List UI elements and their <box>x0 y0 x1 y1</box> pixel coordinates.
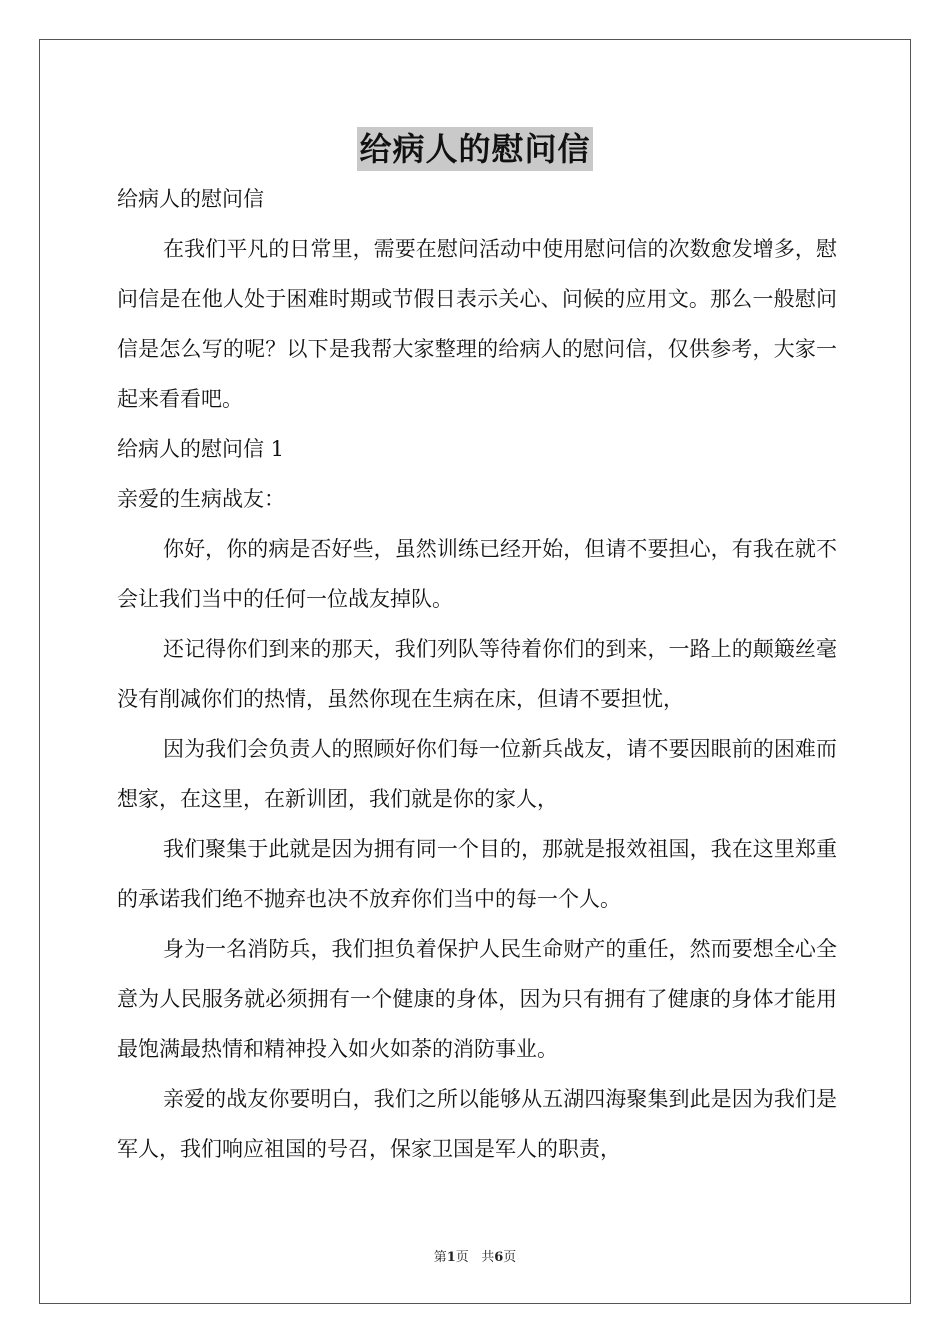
paragraph: 给病人的慰问信 1 <box>117 437 285 461</box>
paragraph: 亲爱的战友你要明白，我们之所以能够从五湖四海聚集到此是因为我们是军人，我们响应祖国的号召，保家卫国是军人的职责， <box>117 1087 837 1161</box>
total-suffix: 页 <box>503 1250 517 1265</box>
page-suffix: 页 <box>455 1250 469 1265</box>
document-title: 给病人的慰问信 <box>357 127 592 171</box>
paragraph: 在我们平凡的日常里，需要在慰问活动中使用慰问信的次数愈发增多，慰问信是在他人处于困难时期或节假日表示关心、问候的应用文。那么一般慰问信是怎么写的呢？以下是我帮大家整理的给病人的慰问信，仅供参考，大家一起来看看吧。 <box>117 237 837 411</box>
title-container <box>0 127 950 171</box>
document-body <box>117 174 837 1174</box>
total-pages: 6 <box>494 1250 504 1265</box>
page-number: 1 <box>446 1250 456 1265</box>
page-footer <box>0 1246 950 1265</box>
paragraph: 亲爱的生病战友： <box>117 487 285 511</box>
paragraph: 还记得你们到来的那天，我们列队等待着你们的到来，一路上的颠簸丝毫没有削减你们的热情，虽然你现在生病在床，但请不要担忧， <box>117 637 837 711</box>
paragraph: 给病人的慰问信 <box>117 187 264 211</box>
paragraph: 我们聚集于此就是因为拥有同一个目的，那就是报效祖国，我在这里郑重的承诺我们绝不抛弃也决不放弃你们当中的每一个人。 <box>117 837 837 911</box>
paragraph: 你好，你的病是否好些，虽然训练已经开始，但请不要担心，有我在就不会让我们当中的任何一位战友掉队。 <box>117 537 837 611</box>
total-prefix: 共 <box>481 1250 495 1265</box>
page-prefix: 第 <box>433 1250 447 1265</box>
paragraph: 身为一名消防兵，我们担负着保护人民生命财产的重任，然而要想全心全意为人民服务就必须拥有一个健康的身体，因为只有拥有了健康的身体才能用最饱满最热情和精神投入如火如荼的消防事业。 <box>117 937 837 1061</box>
paragraph: 因为我们会负责人的照顾好你们每一位新兵战友，请不要因眼前的困难而想家，在这里，在新训团，我们就是你的家人， <box>117 737 837 811</box>
